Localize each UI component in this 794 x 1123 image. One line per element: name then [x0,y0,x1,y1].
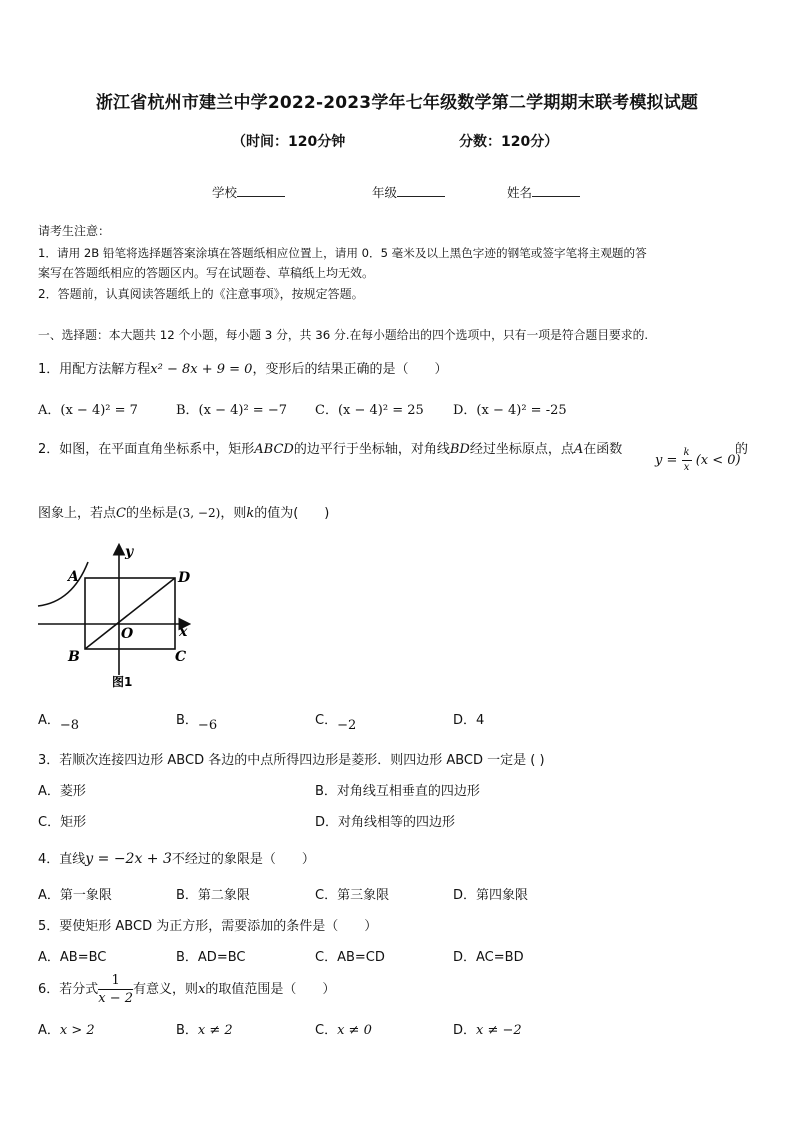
notes-line-1b: 案写在答题纸相应的答题区内。写在试题卷、草稿纸上均无效。 [38,266,375,280]
label-c: C [175,649,187,665]
question-3-stem: 3．若顺次连接四边形 ABCD 各边的中点所得四边形是菱形．则四边形 ABCD 一定是 ( ) [38,753,545,768]
q4-option-a: A．第一象限 [38,888,112,903]
q3-option-a: A．菱形 [38,784,86,799]
label-b: B [68,649,80,665]
question-5-stem: 5．要使矩形 ABCD 为正方形，需要添加的条件是（ ） [38,919,378,934]
notes-line-1a: 1．请用 2B 铅笔将选择题答案涂填在答题纸相应位置上，请用 0．5 毫米及以上黑色字迹的钢笔或签字笔将主观题的答 [38,246,647,260]
label-a: A [68,569,79,585]
question-4-stem: 4．直线y = −2x + 3不经过的象限是（ ） [38,851,315,867]
figure-caption: 图1 [112,675,133,689]
q1-option-c: C．(x − 4)² = 25 [315,403,424,418]
name-blank [532,182,580,197]
q5-option-d: D．AC=BD [453,950,524,965]
question-1-stem: 1．用配方法解方程x² − 8x + 9 = 0，变形后的结果正确的是（ ） [38,362,448,377]
q1-option-d: D．(x − 4)² = -25 [453,403,567,418]
q2-stem-tail: 的 [735,442,749,457]
label-x: x [179,624,188,640]
q2-option-a: A．−8 [38,713,80,733]
question-6-stem: 6．若分式 $\frac{1}{x - 2}$ 有意义，则x的取值范围是（ ） [38,973,336,1006]
q2-option-b: B．−6 [176,713,218,733]
total-score: 分数：120分） [459,134,559,150]
notes-heading: 请考生注意： [38,224,111,238]
q6-option-a: A．x > 2 [38,1023,95,1038]
q6-option-c: C．x ≠ 0 [315,1023,372,1038]
hyperbola-curve [38,562,88,606]
question-2-stem-continued: 图象上，若点C的坐标是(3, −2)，则k的值为( ) [38,506,330,521]
notes-line-2: 2．答题前，认真阅读答题纸上的《注意事项》，按规定答题。 [38,287,364,301]
q4-equation: y = −2x + 3 [85,851,172,867]
q5-option-b: B．AD=BC [176,950,246,965]
q2-function: y = $\frac{k}{x}$ (x < 0) [655,447,741,473]
q6-option-b: B．x ≠ 2 [176,1023,233,1038]
q1-option-b: B．(x − 4)² = −7 [176,403,287,418]
q2-figure [30,540,200,690]
question-2-stem: 2．如图，在平面直角坐标系中，矩形ABCD的边平行于坐标轴，对角线BD经过坐标原点，点A在函数 [38,442,623,457]
q3-option-b: B．对角线互相垂直的四边形 [315,784,480,799]
label-o: O [121,626,134,642]
q4-option-c: C．第三象限 [315,888,390,903]
school-blank [237,182,285,197]
label-y: y [125,544,134,560]
grade-field: 年级 [372,182,445,201]
q6-option-d: D．x ≠ −2 [453,1023,522,1038]
page-title: 浙江省杭州市建兰中学2022-2023学年七年级数学第二学期期末联考模拟试题 [95,93,699,113]
q2-option-c: C．−2 [315,713,357,733]
section-heading: 一、选择题：本大题共 12 个小题，每小题 3 分，共 36 分.在每小题给出的四个选项中，只有一项是符合题目要求的. [38,328,649,342]
q2-option-d: D．4 [453,713,485,728]
q1-option-a: A．(x − 4)² = 7 [38,403,138,418]
school-field: 学校 [212,182,285,201]
q4-option-b: B．第二象限 [176,888,250,903]
q1-equation: x² − 8x + 9 = 0 [150,362,253,377]
q3-option-c: C．矩形 [38,815,87,830]
q6-fraction: $\frac{1}{x - 2}$ [98,973,134,1006]
q5-option-a: A．AB=BC [38,950,107,965]
q3-option-d: D．对角线相等的四边形 [315,815,456,830]
grade-blank [397,182,445,197]
name-field: 姓名 [507,182,580,201]
label-d: D [178,570,191,586]
q4-option-d: D．第四象限 [453,888,529,903]
time-limit: （时间：120分钟 [232,134,346,150]
q5-option-c: C．AB=CD [315,950,385,965]
